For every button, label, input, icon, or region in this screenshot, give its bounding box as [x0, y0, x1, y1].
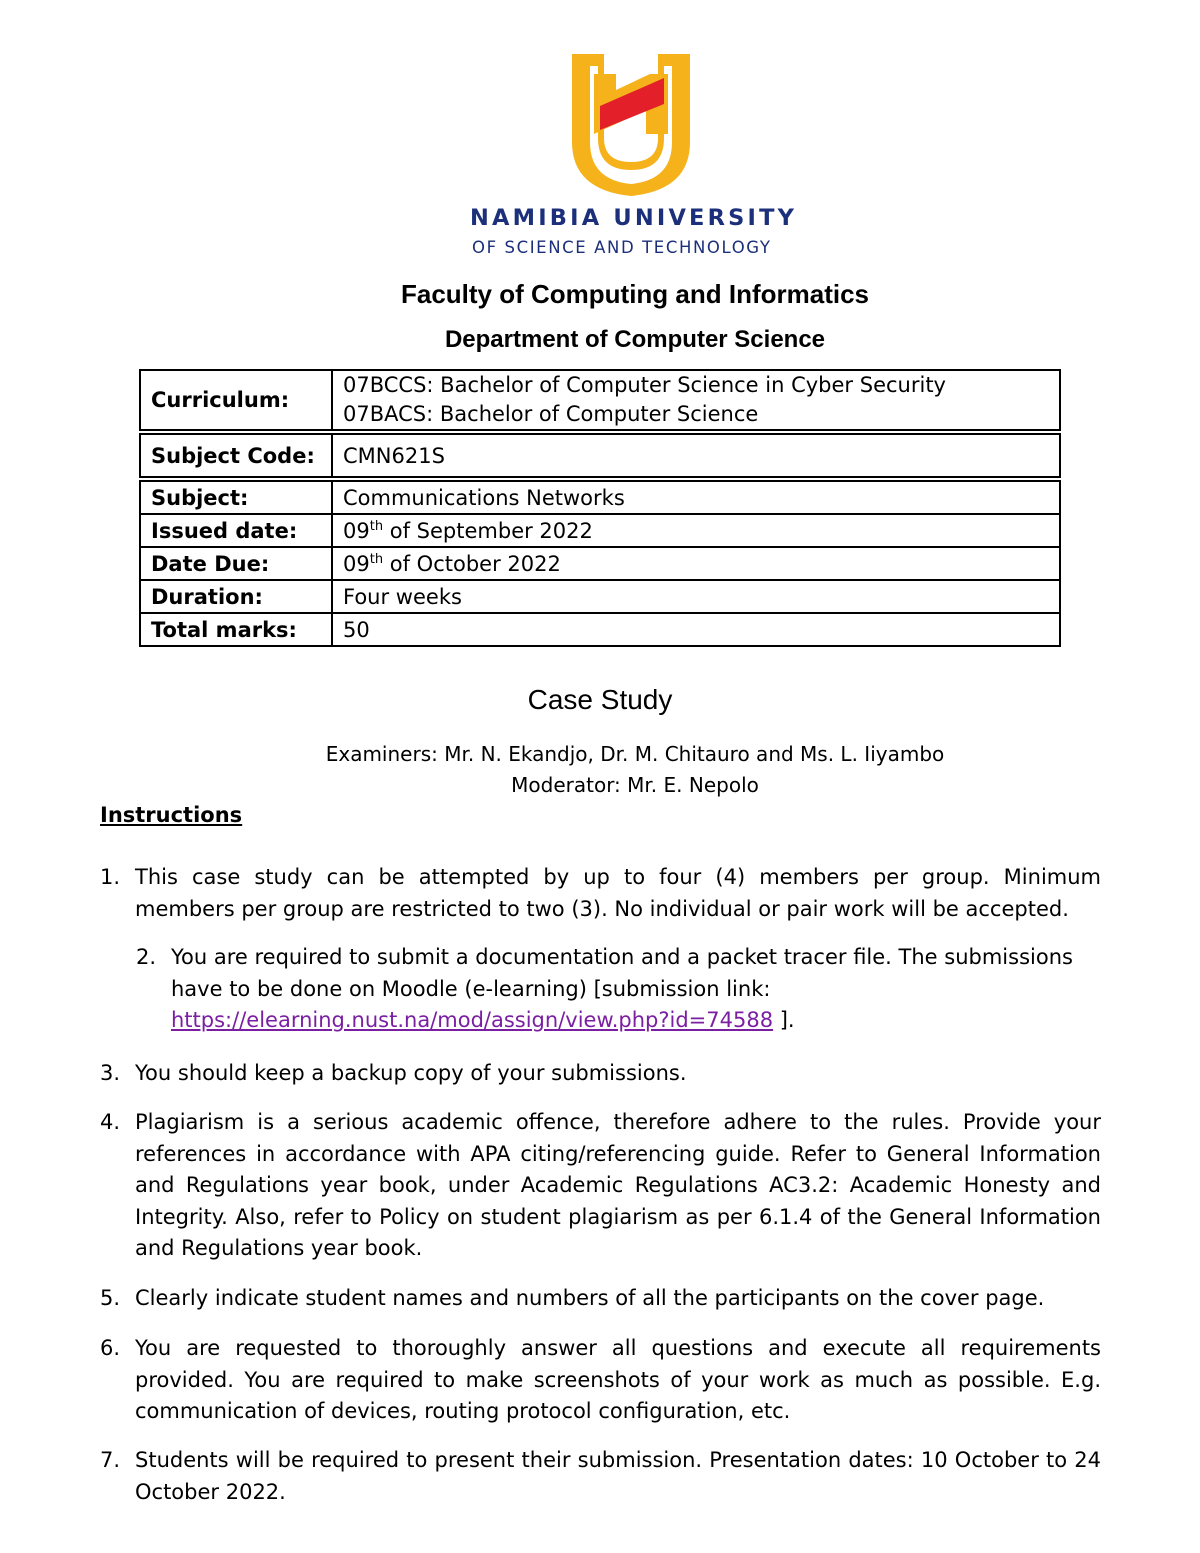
- subject-label: Subject:: [140, 481, 332, 514]
- list-item: [100, 1107, 1101, 1265]
- issued-suffix: th: [369, 518, 384, 534]
- item-text: [171, 942, 1086, 1037]
- total-marks-value: 50: [332, 613, 1060, 646]
- department-title: Department of Computer Science: [444, 326, 826, 353]
- duration-value: Four weeks: [332, 580, 1060, 613]
- item-text: You should keep a backup copy of your submissions.: [135, 1061, 687, 1085]
- list-item: [100, 1333, 1101, 1428]
- list-item: [100, 1445, 1101, 1508]
- item-number: 5.: [100, 1286, 121, 1310]
- table-row: [140, 613, 1060, 646]
- item-number: 1.: [100, 865, 121, 889]
- curriculum-line-2: 07BACS: Bachelor of Computer Science: [343, 402, 759, 426]
- issued-day: 09: [343, 518, 370, 543]
- date-due-label: Date Due:: [140, 547, 332, 580]
- table-row: [140, 434, 1060, 477]
- item-text: This case study can be attempted by up to four (4) members per group. Minimum members per group are restricted to two (3). No individual or pair work will be accepted.: [135, 865, 1101, 921]
- item-number: 6.: [100, 1336, 121, 1360]
- issued-date-label: Issued date:: [140, 514, 332, 547]
- moderator-line: Moderator: Mr. E. Nepolo: [511, 773, 759, 797]
- instructions-heading: Instructions: [100, 803, 243, 827]
- examiners-line: Examiners: Mr. N. Ekandjo, Dr. M. Chitauro and Ms. L. Iiyambo: [325, 742, 945, 766]
- list-item: [100, 1283, 1101, 1315]
- table-row: [140, 481, 1060, 514]
- date-due-value: [332, 547, 1060, 580]
- due-suffix: th: [369, 551, 384, 567]
- curriculum-value: [332, 370, 1060, 430]
- item-number: 2.: [136, 945, 157, 969]
- item-number: 4.: [100, 1110, 121, 1134]
- duration-label: Duration:: [140, 580, 332, 613]
- table-row: [140, 580, 1060, 613]
- nust-logo-icon: [568, 50, 694, 200]
- due-day: 09: [343, 551, 370, 576]
- item-text-body: You are required to submit a documentation and a packet tracer file. The submissions have to be done on Moodle (e-learning) [submission link:: [171, 945, 1073, 1001]
- item-number: 7.: [100, 1448, 121, 1472]
- item-text: Plagiarism is a serious academic offence, therefore adhere to the rules. Provide your references in accordance with APA citing/referencing guide. Refer to General Information and Regulations year book, under Academic Regulations AC3.2: Academic Honesty and Integrity. Also, refer to Policy on student plagiarism as per 6.1.4 of the General Information and Regulations year book.: [135, 1110, 1101, 1260]
- table-row: [140, 547, 1060, 580]
- issued-date-value: [332, 514, 1060, 547]
- table-row: [140, 514, 1060, 547]
- table-row: [140, 370, 1060, 430]
- subject-value: Communications Networks: [332, 481, 1060, 514]
- item-number: 3.: [100, 1061, 121, 1085]
- item-text: You are requested to thoroughly answer all questions and execute all requirements provided. You are required to make screenshots of your work as much as possible. E.g. communication of devices, routing protocol configuration, etc.: [135, 1336, 1101, 1423]
- subject-code-label: Subject Code:: [140, 434, 332, 477]
- issued-rest: of September 2022: [383, 518, 593, 543]
- case-study-title: Case Study: [527, 684, 673, 715]
- item-text-after: ].: [773, 1008, 795, 1032]
- list-item: [100, 1058, 1101, 1090]
- item-text: Clearly indicate student names and numbers of all the participants on the cover page.: [135, 1286, 1045, 1310]
- due-rest: of October 2022: [383, 551, 561, 576]
- list-item: [136, 942, 1086, 1037]
- list-item: [100, 862, 1101, 925]
- university-subtitle: OF SCIENCE AND TECHNOLOGY: [472, 238, 772, 257]
- curriculum-label: Curriculum:: [140, 370, 332, 430]
- total-marks-label: Total marks:: [140, 613, 332, 646]
- subject-code-value: CMN621S: [332, 434, 1060, 477]
- item-text: Students will be required to present their submission. Presentation dates: 10 October to 24 October 2022.: [135, 1448, 1101, 1504]
- university-name: NAMIBIA UNIVERSITY: [470, 205, 798, 231]
- curriculum-line-1: 07BCCS: Bachelor of Computer Science in Cyber Security: [343, 373, 946, 397]
- faculty-title: Faculty of Computing and Informatics: [400, 279, 869, 309]
- submission-link[interactable]: https://elearning.nust.na/mod/assign/view.php?id=74588: [171, 1008, 774, 1032]
- course-info-table: [139, 369, 1061, 647]
